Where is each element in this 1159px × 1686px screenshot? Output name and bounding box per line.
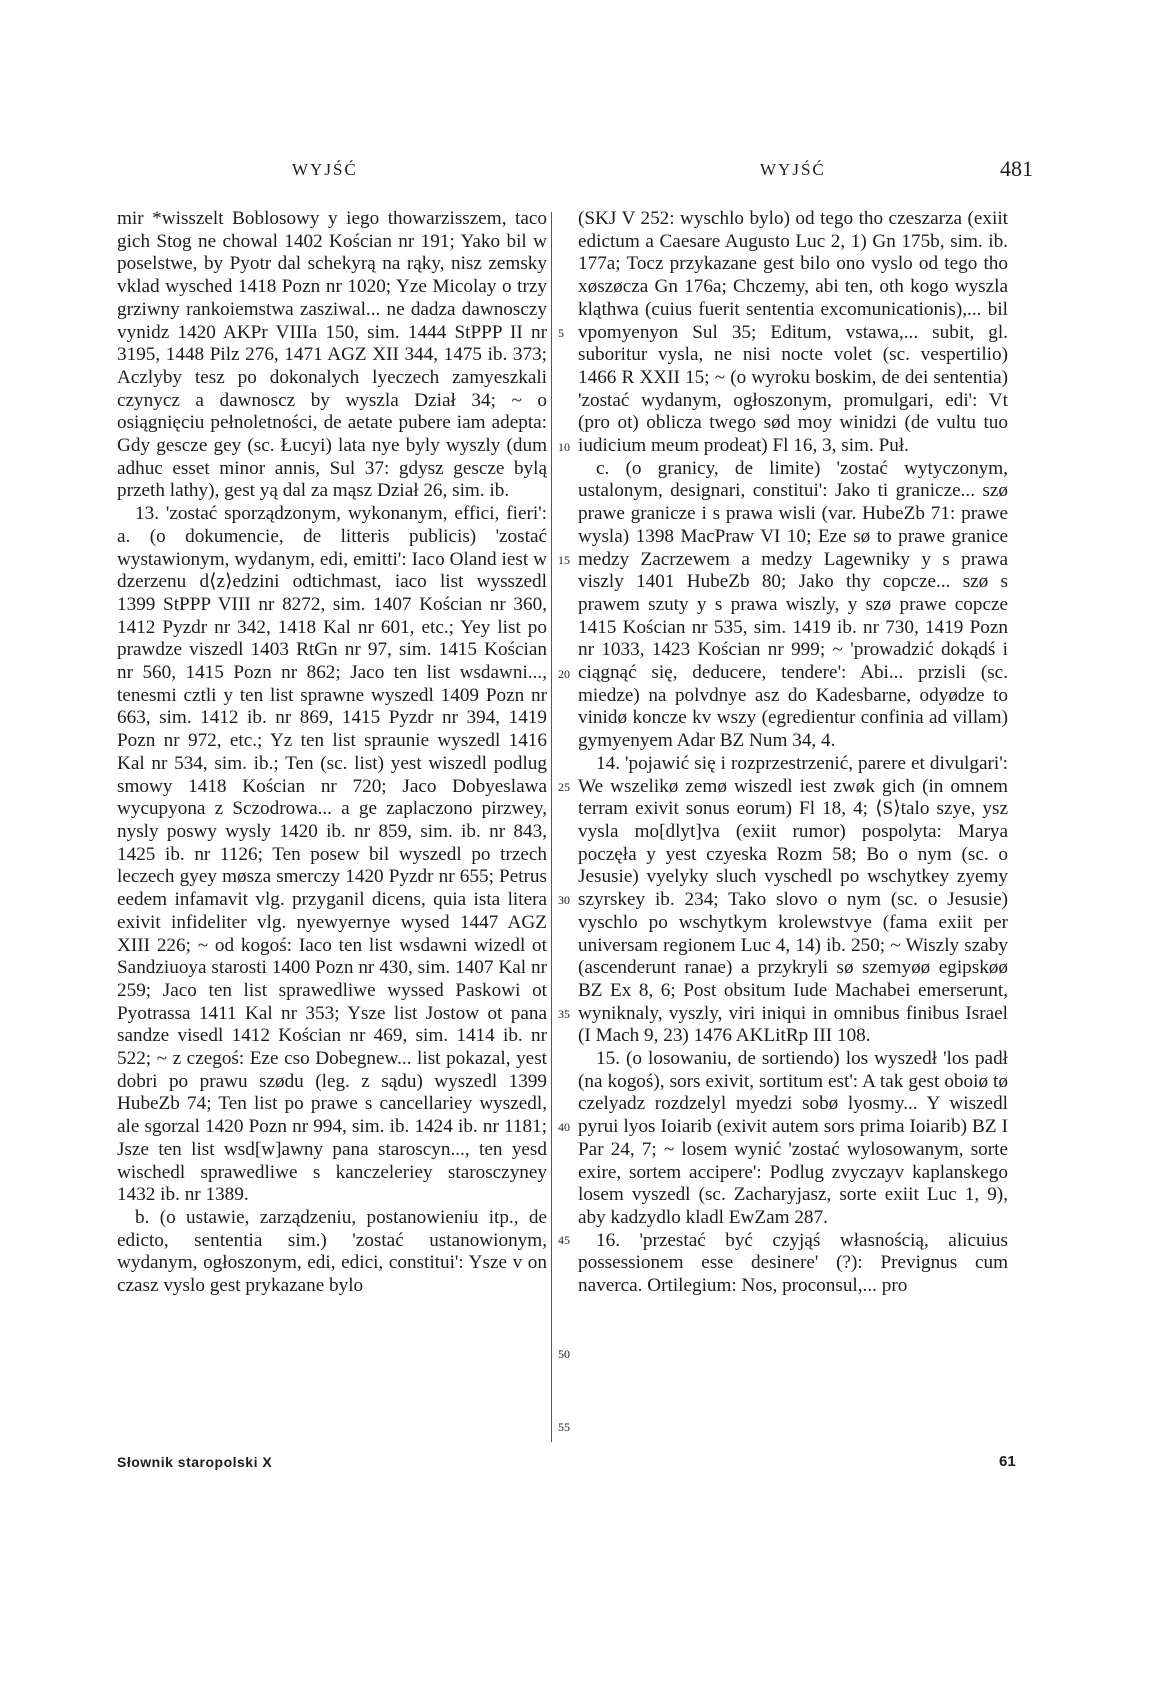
line-number: 45 <box>558 1233 570 1247</box>
line-number: 15 <box>558 553 570 567</box>
line-number: 30 <box>558 893 570 907</box>
line-number: 55 <box>558 1420 570 1434</box>
line-number: 40 <box>558 1120 570 1134</box>
line-number: 10 <box>558 440 570 454</box>
right-paragraph: c. (o granicy, de limite) 'zostać wytyczonym, ustalonym, designari, constitui': Jako ti granicze... szø prawe granicze i s prawa wisli (var. HubeZb 71: prawe wysla) 1398 MacPraw VI 10; Eze sø to prawe granice medzy Zacrzewem a medzy Lagewniky y s prawa viszly 1401 HubeZb 80; Jako thy copcze... szø s prawem szuty y s prawa wiszly, y szø prawe copcze 1415 Kościan nr 535, sim. 1419 ib. nr 730, 1419 Pozn nr 1033, 1423 Kościan nr 999; ~ 'prowadzić dokądś i ciągnąć się, deducere, tendere': Abi... przisli (sc. miedze) na polvdnye asz do Kadesbarne, odyødze to vinidø koncze kv wszy (egredientur confinia ad villam) gymyenyem Adar BZ Num 34, 4. <box>578 457 1008 752</box>
left-paragraph: mir *wisszelt Boblosowy y iego thowarzisszem, taco gich Stog ne chowal 1402 Kościan nr 191; Yako bil w poselstwe, by Pyotr dal schekyrą na rąky, nisz zemsky vklad wysched 1418 Pozn nr 1020; Yze Micolay o trzy grziwny rankoiemstwa zasziwal... ne dadza dawnosczy vynidz 1420 AKPr VIIIa 150, sim. 1444 StPPP II nr 3195, 1448 Pilz 276, 1471 AGZ XII 344, 1475 ib. 373; Aczlyby tesz po dokonalych lyeczech zamyeszkali czynycz a dawnoscz by wyszla Dział 34; ~ o osiągnięciu pełnoletności, de aetate pubere iam adepta: Gdy gescze gey (sc. Łucyi) lata nye byly wyszly (dum adhuc esset minor annis, Sul 37: gdysz gescze bylą przeth lathy), gest yą dal za mąsz Dział 26, sim. ib. <box>117 208 547 502</box>
right-paragraph: 14. 'pojawić się i rozprzestrzenić, parere et divulgari': We wszelikø zemø wiszedl iest zwøk gich (in omnem terram exivit sonus eorum) Fl 18, 4; ⟨S⟩talo szye, ysz vysla mo[dlyt]va (exiit rumor) pospolyta: Marya poczęła y yest czyeska Rozm 58; Bo o nym (sc. o Jesusie) vyelyky sluch vyschedl po wschytkey zyemy szyrskey ib. 234; Tako slovo o nym (sc. o Jesusie) vyschlo po wschytkym krolewstvye (fama exiit per universam regionem Luc 4, 14) ib. 250; ~ Wiszly szaby (ascenderunt ranae) a przykryli sø szemyøø egipskøø BZ Ex 8, 6; Post obsitum Iude Machabei emerserunt, wyniknaly, vyszly, viri iniqui in omnibus finibus Israel (I Mach 9, 23) 1476 AKLitRp III 108. <box>578 752 1008 1047</box>
right-paragraph: 16. 'przestać być czyjąś własnością, alicuius possessionem esse desinere' (?): Prevignus cum naverca. Ortilegium: Nos, proconsul,... pro <box>578 1229 1008 1297</box>
right-column <box>578 208 1008 1298</box>
page-number: 481 <box>1000 156 1033 181</box>
left-paragraph: 13. 'zostać sporządzonym, wykonanym, effici, fieri': a. (o dokumencie, de litteris publicis) 'zostać wystawionym, wydanym, edi, emitti': Iaco Oland iest w dzerzenu d⟨z⟩edzini odtichmast, iaco list wysszedl 1399 StPPP VIII nr 8272, sim. 1407 Kościan nr 360, 1412 Pyzdr nr 342, 1418 Kal nr 601, etc.; Yey list po prawdze viszedl 1403 RtGn nr 97, sim. 1415 Kościan nr 560, 1415 Pozn nr 862; Jaco ten list wsdawni..., tenesmi cztli y ten list sprawne wyszedl 1409 Pozn nr 663, sim. 1412 ib. nr 869, 1415 Pyzdr nr 394, 1419 Pozn nr 972, etc.; Yz ten list spraunie wyszedl 1416 Kal nr 534, sim. ib.; Ten (sc. list) yest wiszedl podlug smowy 1418 Kościan nr 720; Jaco Dobyeslawa wycupyona z Sczodrowa... a ge zaplaczono pirzwey, nysly poswy wysly 1420 ib. nr 859, sim. ib. nr 843, 1425 ib. nr 1126; Ten posew bil wyszedl po trzech leczech gyey møsza smerczy 1420 Pyzdr nr 655; Petrus eedem infamavit vlg. przyganil dicens, quia ista litera exivit infideliter vlg. nyewyernye wysed 1447 AGZ XIII 226; ~ od kogoś: Iaco ten list wsdawni wizedl ot Sandziuoya starosti 1400 Pozn nr 430, sim. 1407 Kal nr 259; Jaco ten list sprawedliwe wyssed Paskowi ot Pyotrassa 1411 Kal nr 353; Ysze list Jostow ot pana sandze visedl 1412 Kościan nr 469, sim. 1414 ib. nr 522; ~ z czegoś: Eze cso Dobegnew... list pokazal, yest dobri po prawu szødu (leg. z sądu) wyszedl 1399 HubeZb 74; Ten list po prawe s cancellariey wyszedl, ale sgorzal 1420 Pozn nr 994, sim. ib. 1424 ib. nr 1181; Jsze ten list wsd[w]awny pana staroscyn..., ten yesd wischedl sprawedliwe s kanczeleriey starosczyney 1432 ib. nr 1389. <box>117 503 547 1206</box>
running-head-right: WYJŚĆ <box>760 160 826 179</box>
line-number: 50 <box>558 1347 570 1361</box>
signature-mark: 61 <box>999 1453 1016 1470</box>
left-paragraph: b. (o ustawie, zarządzeniu, postanowieniu itp., de edicto, sententia sim.) 'zostać ustanowionym, wydanym, ogłoszonym, edi, edici, constitui': Ysze v on czasz vyslo gest prykazane bylo <box>117 1206 547 1297</box>
line-number: 20 <box>558 667 570 681</box>
line-number: 5 <box>558 326 564 340</box>
column-divider <box>551 212 552 1442</box>
right-paragraph: (SKJ V 252: wyschlo bylo) od tego tho czeszarza (exiit edictum a Caesare Augusto Luc 2, 1) Gn 175b, sim. ib. 177a; Tocz przykazane gest bilo ono vyslo od tego tho xøszøcza Gn 176a; Chczemy, abi ten, oth kogo wyszla kląthwa (cuius fuerit sententia excomunicationis),... bil vpomyenyon Sul 35; Editum, vstawa,... subit, gl. suboritur vysla, ne nisi nocte volet (sc. vespertilio) 1466 R XXII 15; ~ (o wyroku boskim, de dei sententia) 'zostać wydanym, ogłoszonym, promulgari, edi': Vt (pro ot) oblicza twego sød moy winidzi (de vultu tuo iudicium meum prodeat) Fl 16, 3, sim. Puł. <box>578 208 1008 457</box>
left-column <box>117 208 547 1298</box>
line-number: 35 <box>558 1007 570 1021</box>
line-number: 25 <box>558 780 570 794</box>
right-paragraph: 15. (o losowaniu, de sortiendo) los wyszedł 'los padł (na kogoś), sors exivit, sortitum est': A tak gest oboiø tø czelyadz rozdzelyl myedzi sobø lyosmy... Y wiszedl pyrui lyos Ioiarib (exivit autem sors prima Ioiarib) BZ I Par 24, 7; ~ losem wynić 'zostać wylosowanym, sorte exire, sortem accipere': Podlug zvyczayv kaplanskego losem vyszedl (sc. Zacharyjasz, sorte exiit Luc 1, 9), aby kadzydlo kladl EwZam 287. <box>578 1048 1008 1228</box>
running-head-left: WYJŚĆ <box>292 160 358 179</box>
book-title-footer: Słownik staropolski X <box>117 1454 273 1470</box>
